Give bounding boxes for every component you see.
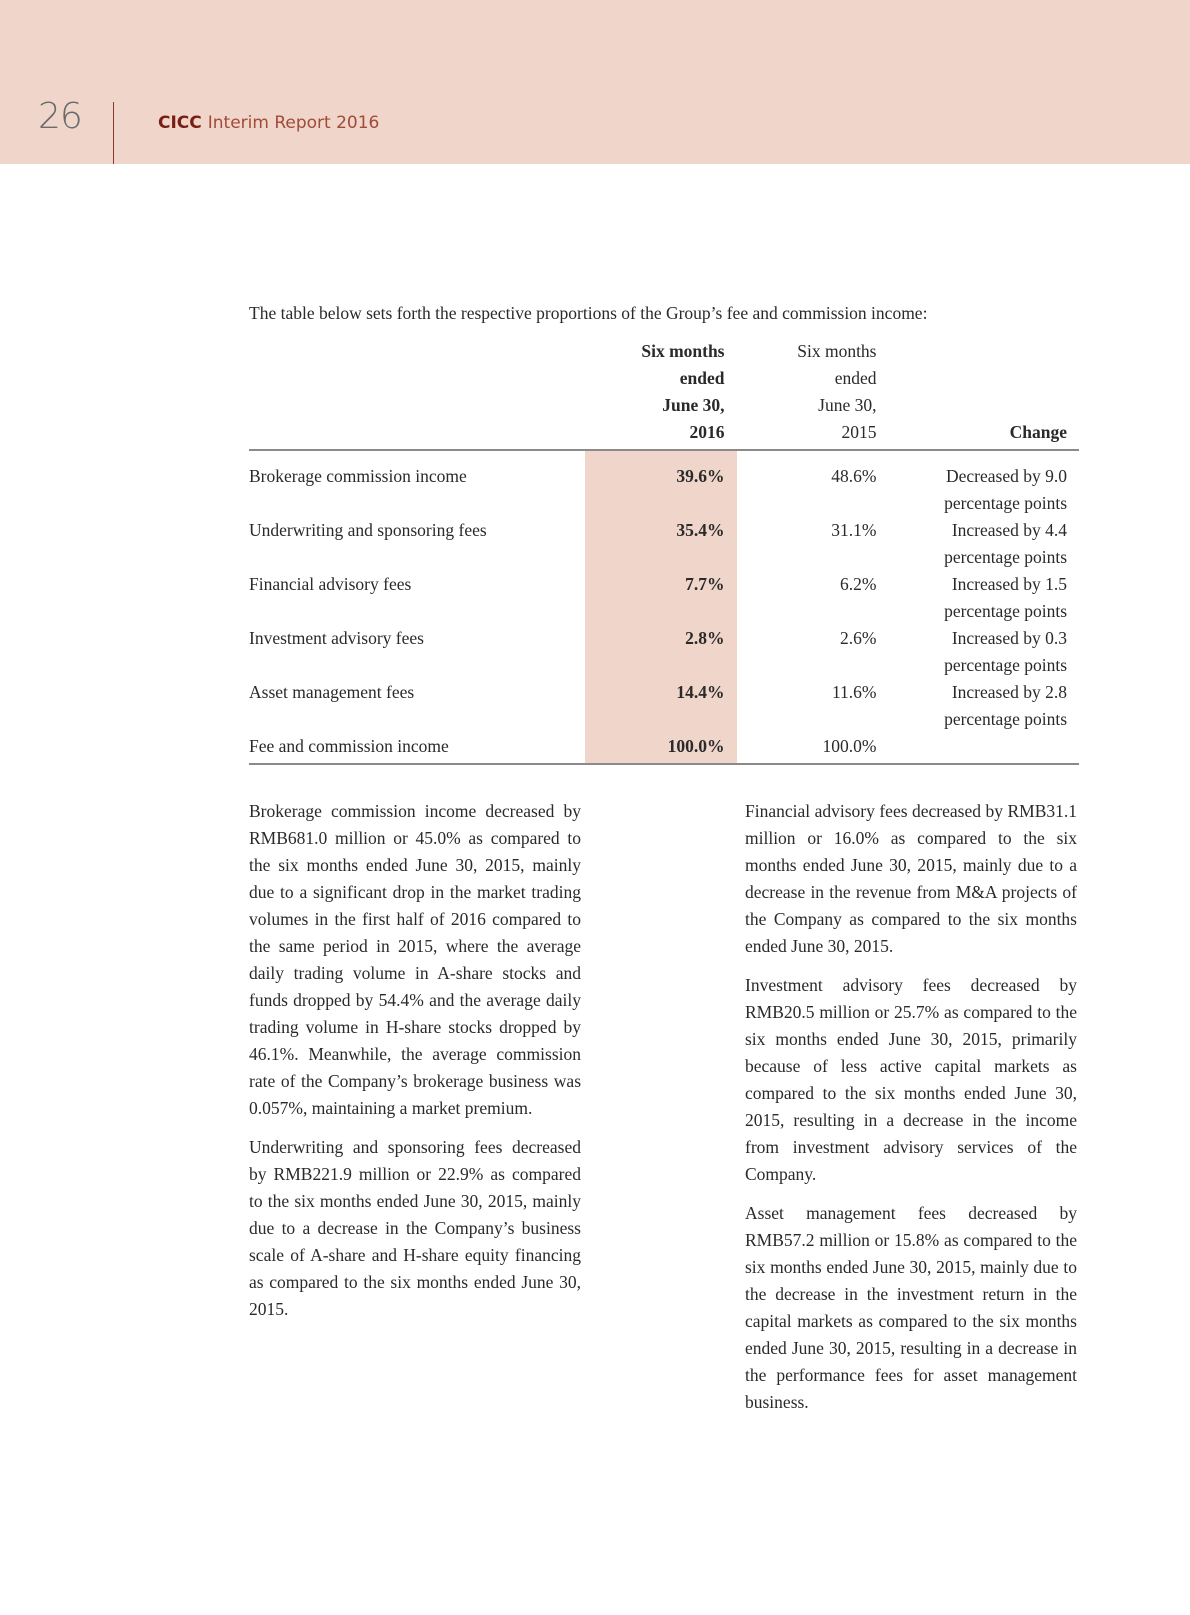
header-label-blank <box>249 338 585 450</box>
total-change-blank <box>889 733 1080 764</box>
change-text: percentage points <box>944 655 1067 675</box>
change-text: Decreased by 9.0 <box>946 466 1067 486</box>
header-2016-line: ended <box>679 368 725 388</box>
left-column <box>249 798 581 1335</box>
header-2016-line: Six months <box>641 341 725 361</box>
change-text: Increased by 1.5 <box>951 574 1067 594</box>
row-label: Investment advisory fees <box>249 628 424 648</box>
table-row <box>249 517 1079 571</box>
header-2015-line: ended <box>834 368 877 388</box>
page-number: 26 <box>38 96 82 137</box>
brand-name: CICC <box>158 113 202 133</box>
value-2016: 14.4% <box>585 679 737 733</box>
row-label: Asset management fees <box>249 682 415 702</box>
value-2016: 39.6% <box>585 450 737 517</box>
table-row <box>249 625 1079 679</box>
total-label: Fee and commission income <box>249 733 585 764</box>
change-cell <box>889 679 1080 733</box>
header-2016-line: 2016 <box>689 422 725 442</box>
report-title <box>158 113 379 133</box>
total-2016: 100.0% <box>585 733 737 764</box>
header-divider <box>113 102 114 164</box>
table-total-row <box>249 733 1079 764</box>
change-text: percentage points <box>944 601 1067 621</box>
header-2015-line: 2015 <box>841 422 877 442</box>
value-2015: 11.6% <box>831 682 877 702</box>
change-text: Increased by 2.8 <box>951 682 1067 702</box>
table-header-row <box>249 338 1079 450</box>
change-text: Increased by 4.4 <box>951 520 1067 540</box>
total-2015: 100.0% <box>737 733 889 764</box>
paragraph-investment-advisory: Investment advisory fees decreased by RMB20.5 million or 25.7% as compared to the six months ended June 30, 2015, primarily because of less active capital markets as compared to the six months ended June 30, 2015, resulting in a decrease in the income from investment advisory services of the Company. <box>745 975 1077 1184</box>
change-text: percentage points <box>944 547 1067 567</box>
table-intro: The table below sets forth the respective proportions of the Group’s fee and commission income: <box>249 303 928 323</box>
header-2016 <box>585 338 737 450</box>
table-row <box>249 679 1079 733</box>
paragraph-underwriting: Underwriting and sponsoring fees decreased by RMB221.9 million or 22.9% as compared to the six months ended June 30, 2015, mainly due to a decrease in the Company’s business scale of A-share and H-share equity financing as compared to the six months ended June 30, 2015. <box>249 1137 581 1319</box>
value-2016: 2.8% <box>585 625 737 679</box>
value-2015: 48.6% <box>831 466 877 486</box>
report-name: Interim Report 2016 <box>207 113 380 133</box>
header-2015-line: June 30, <box>818 395 877 415</box>
change-cell <box>889 571 1080 625</box>
header-2015-line: Six months <box>797 341 877 361</box>
table-row <box>249 571 1079 625</box>
header-2016-line: June 30, <box>662 395 725 415</box>
change-cell <box>889 625 1080 679</box>
value-2016: 35.4% <box>585 517 737 571</box>
header-band <box>0 0 1190 164</box>
value-2015: 6.2% <box>840 574 877 594</box>
right-column <box>745 798 1077 1428</box>
value-2015: 2.6% <box>840 628 877 648</box>
change-text: Increased by 0.3 <box>951 628 1067 648</box>
row-label: Underwriting and sponsoring fees <box>249 520 487 540</box>
change-text: percentage points <box>944 493 1067 513</box>
value-2016: 7.7% <box>585 571 737 625</box>
paragraph-brokerage: Brokerage commission income decreased by RMB681.0 million or 45.0% as compared to the six months ended June 30, 2015, mainly due to a significant drop in the market trading volumes in the first half of 2016 compared to the same period in 2015, where the average daily trading volume in A-share stocks and funds dropped by 54.4% and the average daily trading volume in H-share stocks dropped by 46.1%. Meanwhile, the average commission rate of the Company’s brokerage business was 0.057%, maintaining a market premium. <box>249 801 581 1118</box>
row-label: Financial advisory fees <box>249 574 412 594</box>
change-text: percentage points <box>944 709 1067 729</box>
row-label: Brokerage commission income <box>249 466 467 486</box>
header-2015 <box>737 338 889 450</box>
change-cell <box>889 450 1080 517</box>
fee-commission-table <box>249 338 1079 765</box>
header-change: Change <box>889 338 1080 450</box>
paragraph-asset-management: Asset management fees decreased by RMB57.2 million or 15.8% as compared to the six months ended June 30, 2015, mainly due to the decrease in the investment return in the capital markets as compared to the six months ended June 30, 2015, resulting in a decrease in the performance fees for asset management business. <box>745 1203 1077 1412</box>
value-2015: 31.1% <box>831 520 877 540</box>
table-row <box>249 450 1079 517</box>
change-cell <box>889 517 1080 571</box>
paragraph-financial-advisory: Financial advisory fees decreased by RMB31.1 million or 16.0% as compared to the six months ended June 30, 2015, mainly due to a decrease in the revenue from M&A projects of the Company as compared to the six months ended June 30, 2015. <box>745 801 1077 956</box>
